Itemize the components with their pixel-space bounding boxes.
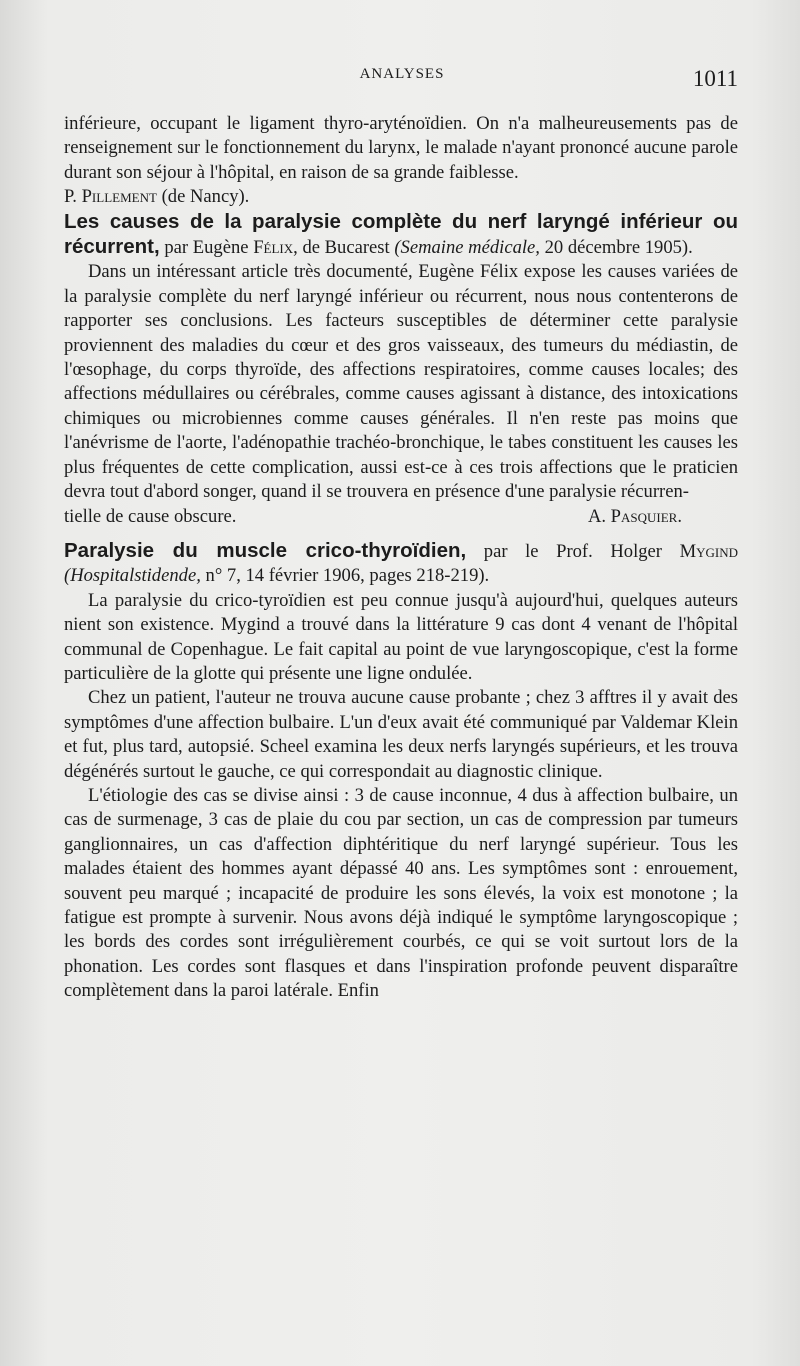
- article1-date: 20 décembre 1905).: [544, 237, 693, 259]
- article2-paragraph-1: La paralysie du crico-tyroïdien est peu connue jusqu'à aujourd'hui, quelques auteurs nient son existence. Mygind a trouvé dans la littérature 9 cas dont 4 venant de l'hôpital communal de Copenhague. Le fait capital au point de vue laryngoscopique, c'est la forme particulière de la glotte qui présente une ligne ondulée.: [64, 589, 738, 684]
- article1-signature-initial: A.: [587, 505, 607, 527]
- article1-body: Dans un intéressant article très documenté, Eugène Félix expose les causes variées de la paralysie complète du nerf laryngé inférieur ou récurrent, nous nous contenterons de rapporter ses conclusions. Les facteurs susceptibles de déterminer cette paralysie proviennent des maladies du cœur et des gros vaisseaux, des tumeurs du médiastin, de l'œsophage, du corps thyroïde, des affections respiratoires, comme causes locales; des affections médullaires ou cérébrales, comme causes agissant à distance, des intoxications chimiques ou microbiennes comme causes générales. Il n'en reste pas moins que l'anévrisme de l'aorte, l'adénopathie trachéo-bronchique, le tabes constituent les causes les plus fréquentes de cette complication, aussi est-ce à ces trois affections que le praticien devra tout d'abord songer, quand il se trouvera en présence d'une paralysie récurren-: [64, 261, 738, 503]
- intro-signature: [64, 185, 738, 209]
- article1-journal: (Semaine médicale,: [394, 237, 540, 259]
- page-content: [64, 112, 738, 1004]
- article2-author: Mygind: [679, 540, 738, 562]
- article2-paragraph-2: Chez un patient, l'auteur ne trouva aucune cause probante ; chez 3 afftres il y avait des symptômes d'une affection bulbaire. L'un d'eux avait été communiqué par Valdemar Klein et fut, plus tard, autopsié. Scheel examina les deux nerfs laryngés supérieurs, et les trouva dégénérés surtout le gauche, ce qui correspondait au diagnostic clinique.: [64, 687, 738, 782]
- article1-title: Les causes de la paralysie complète du nerf laryngé inférieur ou récurrent,: [64, 209, 738, 259]
- running-title: ANALYSES: [359, 66, 445, 82]
- article1-by: par Eugène: [164, 237, 249, 259]
- intro-signature-name: Pillement: [81, 186, 157, 208]
- article1-heading: [64, 210, 738, 261]
- article2-title: Paralysie du muscle crico-thyroïdien,: [64, 538, 467, 562]
- article1-signature: [588, 505, 738, 529]
- running-head: [66, 62, 738, 102]
- intro-paragraph: inférieure, occupant le ligament thyro-aryténoïdien. On n'a malheureusements pas de renseignement sur le fonctionnement du larynx, le malade n'ayant prononcé aucune parole durant son séjour à l'hôpital, en raison de sa grande faiblesse.: [64, 113, 738, 183]
- article2-by: par le Prof. Holger: [483, 540, 662, 562]
- article1-author: Félix,: [253, 237, 298, 259]
- article1-closing-line: [64, 505, 738, 529]
- article2-paragraph-3: L'étiologie des cas se divise ainsi : 3 de cause inconnue, 4 dus à affection bulbaire, un cas de surmenage, 3 cas de plaie du cou par section, un cas de compression par tumeurs ganglionnaires, un cas d'affection diphtéritique du nerf laryngé supérieur. Tous les malades étaient des hommes ayant dépassé 40 ans. Les symptômes sont : enrouement, souvent peu marqué ; incapacité de produire les sons élevés, la voix est monotone ; la fatigue est prompte à survenir. Nous avons déjà indiqué le symptôme laryngoscopique ; les bords des cordes sont irrégulièrement courbés, ce qui se voit surtout lors de la phonation. Les cordes sont flasques et dans l'inspiration profonde peuvent disparaître complètement dans la paroi latérale. Enfin: [64, 784, 738, 1002]
- intro-signature-place: (de Nancy).: [161, 186, 250, 208]
- article2-heading: [64, 539, 738, 589]
- article1-last-line: tielle de cause obscure.: [64, 505, 237, 527]
- page-number: 1011: [692, 66, 738, 91]
- intro-signature-initial: P.: [64, 186, 77, 208]
- article2-issue: n° 7, 14 février 1906, pages 218-219).: [205, 565, 490, 587]
- article1-from: de Bucarest: [302, 237, 390, 259]
- article2-journal: (Hospitalstidende,: [64, 565, 201, 587]
- article1-signature-name: Pasquier.: [610, 505, 682, 527]
